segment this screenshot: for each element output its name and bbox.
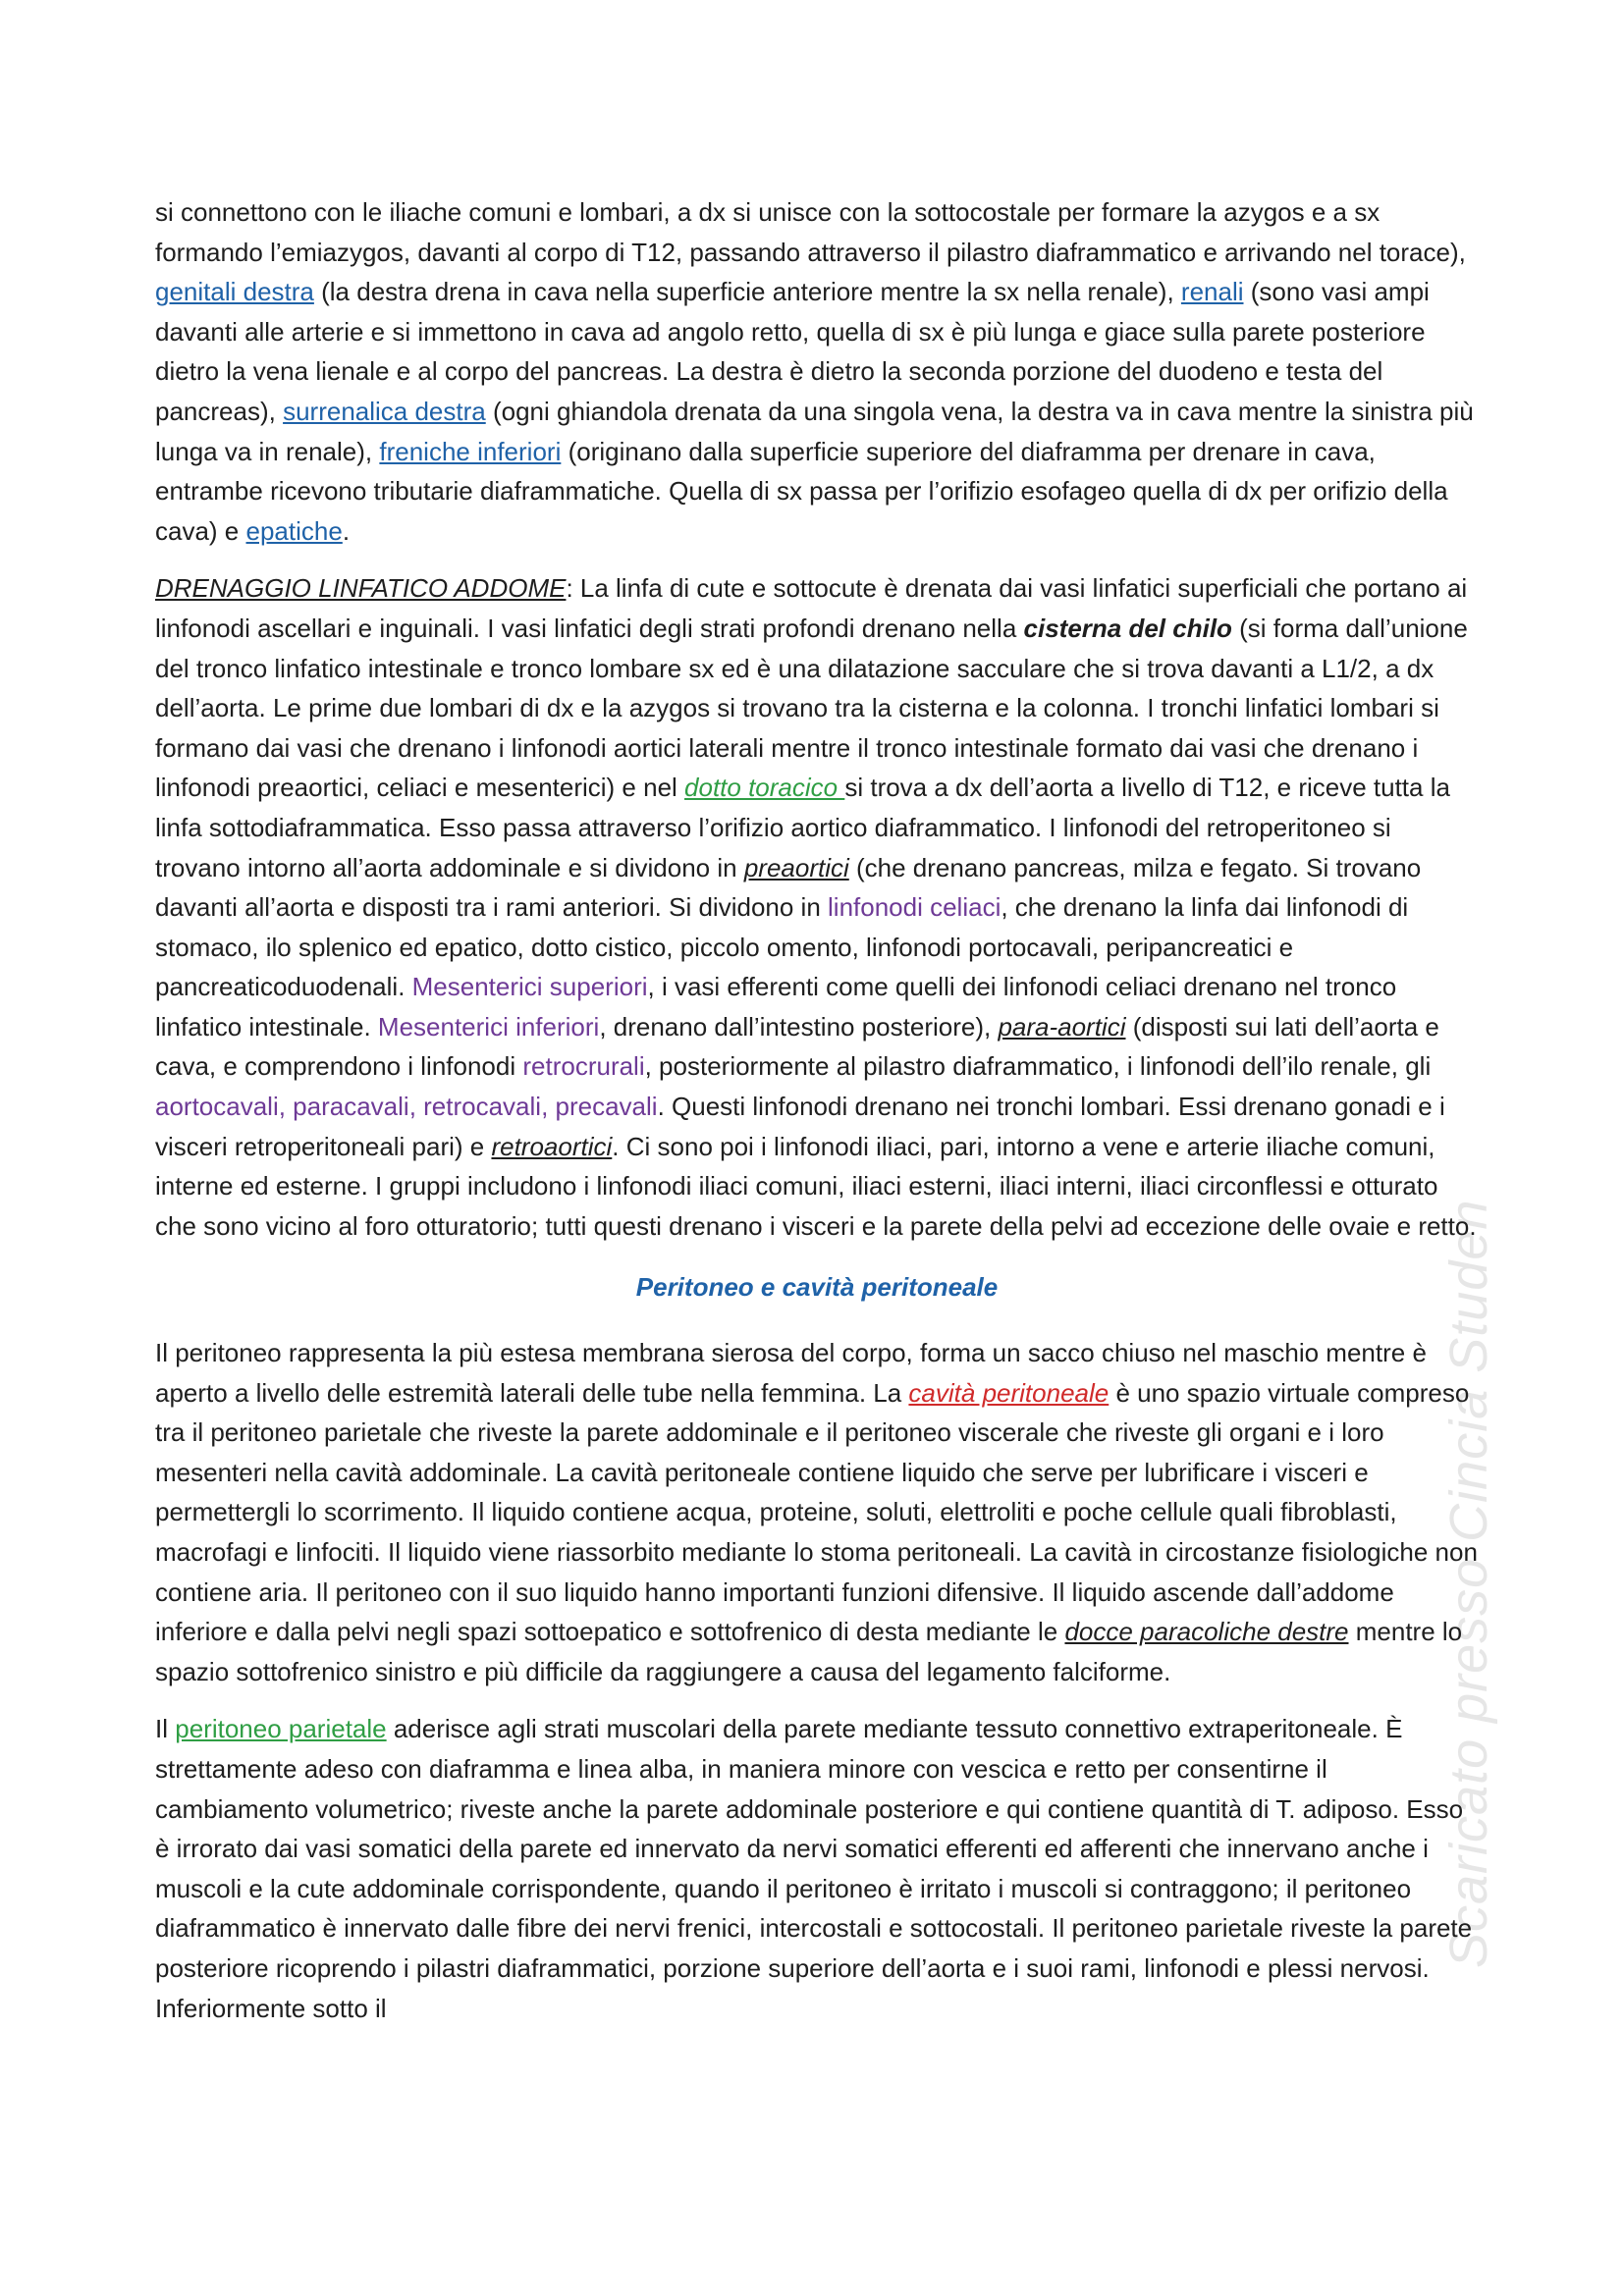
link-peritoneo-parietale[interactable]: peritoneo parietale [175,1714,387,1744]
document-page [155,192,1479,2046]
watermark: Scaricato presso Cincia Studen [1439,1199,1498,1968]
link-freniche-inferiori[interactable]: freniche inferiori [379,436,562,466]
term-cisterna-del-chilo: cisterna del chilo [1023,613,1232,643]
term-mesenterici-inferiori: Mesenterici inferiori [377,1011,600,1041]
link-cavita-peritoneale[interactable]: cavità peritoneale [908,1377,1110,1408]
section-title-drenaggio: DRENAGGIO LINFATICO ADDOME [155,573,567,604]
paragraph-lymphatic-drainage: DRENAGGIO LINFATICO ADDOME: La linfa di cute e sottocute è drenata dai vasi linfatici superficiali che portano ai linfonodi ascellari e inguinali. I vasi linfatici degli strati profondi drenano nella cisterna del chilo (si forma dall’unione del tronco linfatico intestinale e tronco lombare sx ed è una dilatazione sacculare che si trova davanti a L1/2, a dx dell’aorta. Le prime due lombari di dx e la azygos si trovano tra la cisterna e la colonna. I tronchi linfatici lombari si formano dai vasi che drenano i linfonodi aortici laterali mentre il tronco intestinale formato dai vasi che drenano i linfonodi preaortici, celiaci e mesenterici) e nel dotto toracico si trova a dx dell’aorta a livello di T12, e riceve tutta la linfa sottodiaframmatica. Esso passa attraverso l’orifizio aortico diaframmatico. I linfonodi del retroperitoneo si trovano intorno all’aorta addominale e si dividono in preaortici (che drenano pancreas, milza e fegato. Si trovano davanti all’aorta e disposti tra i rami anteriori. Si dividono in linfonodi celiaci, che drenano la linfa dai linfonodi di stomaco, ilo splenico ed epatico, dotto cistico, piccolo omento, linfonodi portocavali, peripancreatici e pancreaticoduodenali. Mesenterici superiori, i vasi efferenti come quelli dei linfonodi celiaci drenano nel tronco linfatico intestinale. Mesenterici inferiori, drenano dall’intestino posteriore), para-aortici (disposti sui lati dell’aorta e cava, e comprendono i linfonodi retrocrurali, posteriormente al pilastro diaframmatico, i linfonodi dell’ilo renale, gli aortocavali, paracavali, retrocavali, precavali. Questi linfonodi drenano nei tronchi lombari. Essi drenano gonadi e i visceri retroperitoneali pari) e retroaortici. Ci sono poi i linfonodi iliaci, pari, intorno a vene e arterie iliache comuni, interne ed esterne. I gruppi includono i linfonodi iliaci comuni, iliaci esterni, iliaci interni, iliaci circonflessi e otturato che sono vicino al foro otturatorio; tutti questi drenano i visceri e la parete della pelvi ad eccezione delle ovaie e retto. [155,573,1477,1241]
paragraph-veins: si connettono con le iliache comuni e lombari, a dx si unisce con la sottocostale per formare la azygos e a sx formando l’emiazygos, davanti al corpo di T12, passando attraverso il pilastro diaframmatico e arrivando nel torace), genitali destra (la destra drena in cava nella superficie anteriore mentre la sx nella renale), renali (sono vasi ampi davanti alle arterie e si immettono in cava ad angolo retto, quella di sx è più lunga e giace sulla parete posteriore dietro la vena lienale e al corpo del pancreas. La destra è dietro la seconda porzione del duodeno e testa del pancreas), surrenalica destra (ogni ghiandola drenata da una singola vena, la destra va in cava mentre la sinistra più lunga va in renale), freniche inferiori (originano dalla superficie superiore del diaframma per drenare in cava, entrambe ricevono tributarie diaframmatiche. Quella di sx passa per l’orifizio esofageo quella di dx per orifizio della cava) e epatiche. [155,197,1474,546]
link-epatiche[interactable]: epatiche [245,515,343,546]
term-linfonodi-celiaci: linfonodi celiaci [828,892,1001,923]
term-aortocavali: aortocavali, paracavali, retrocavali, precavali [155,1092,658,1122]
term-para-aortici: para-aortici [998,1011,1126,1041]
paragraph-peritoneo-parietale: Il peritoneo parietale aderisce agli strati muscolari della parete mediante tessuto connettivo extraperitoneale. È strettamente adeso con diaframma e linea alba, in maniera minore con vescica e retto per consentirne il cambiamento volumetrico; riveste anche la parete addominale posteriore e qui contiene quantità di T. adiposo. Esso è irrorato dai vasi somatici della parete ed innervato da nervi somatici efferenti ed afferenti che innervano anche i muscoli e la cute addominale corrispondente, quando il peritoneo è irritato i muscoli si contraggono; il peritoneo diaframmatico è innervato dalle fibre dei nervi frenici, intercostali e sottocostali. Il peritoneo parietale riveste la parete posteriore ricoprendo i pilastri diaframmatici, porzione superiore dell’aorta e i suoi rami, linfonodi e plessi nervosi. Inferiormente sotto il [155,1714,1473,2023]
paragraph-peritoneum: Il peritoneo rappresenta la più estesa membrana sierosa del corpo, forma un sacco chiuso nel maschio mentre è aperto a livello delle estremità laterali delle tube nella femmina. La cavità peritoneale è uno spazio virtuale compreso tra il peritoneo parietale che riveste la parete addominale e il peritoneo viscerale che riveste gli organi e i loro mesenteri nella cavità addominale. La cavità peritoneale contiene liquido che serve per lubrificare i visceri e permettergli lo scorrimento. Il liquido contiene acqua, proteine, soluti, elettroliti e poche cellule quali fibroblasti, macrofagi e linfociti. Il liquido viene riassorbito mediante lo stoma peritoneali. La cavità in circostanze fisiologiche non contiene aria. Il peritoneo con il suo liquido hanno importanti funzioni difensive. Il liquido ascende dall’addome inferiore e dalla pelvi negli spazi sottoepatico e sottofrenico di desta mediante le docce paracoliche destre mentre lo spazio sottofrenico sinistro e più difficile da raggiungere a causa del legamento falciforme. [155,1338,1478,1686]
term-retrocrurali: retrocrurali [522,1051,645,1082]
term-preaortici: preaortici [743,852,849,882]
term-docce-paracoliche-destre: docce paracoliche destre [1064,1617,1349,1647]
link-renali[interactable]: renali [1180,277,1244,307]
link-surrenalica-destra[interactable]: surrenalica destra [283,396,486,426]
link-dotto-toracico[interactable]: dotto toracico [684,773,845,803]
section-heading: Peritoneo e cavità peritoneale [635,1272,999,1303]
link-genitali-destra[interactable]: genitali destra [155,277,314,307]
term-retroaortici: retroaortici [491,1131,613,1161]
term-mesenterici-superiori: Mesenterici superiori [411,972,648,1002]
